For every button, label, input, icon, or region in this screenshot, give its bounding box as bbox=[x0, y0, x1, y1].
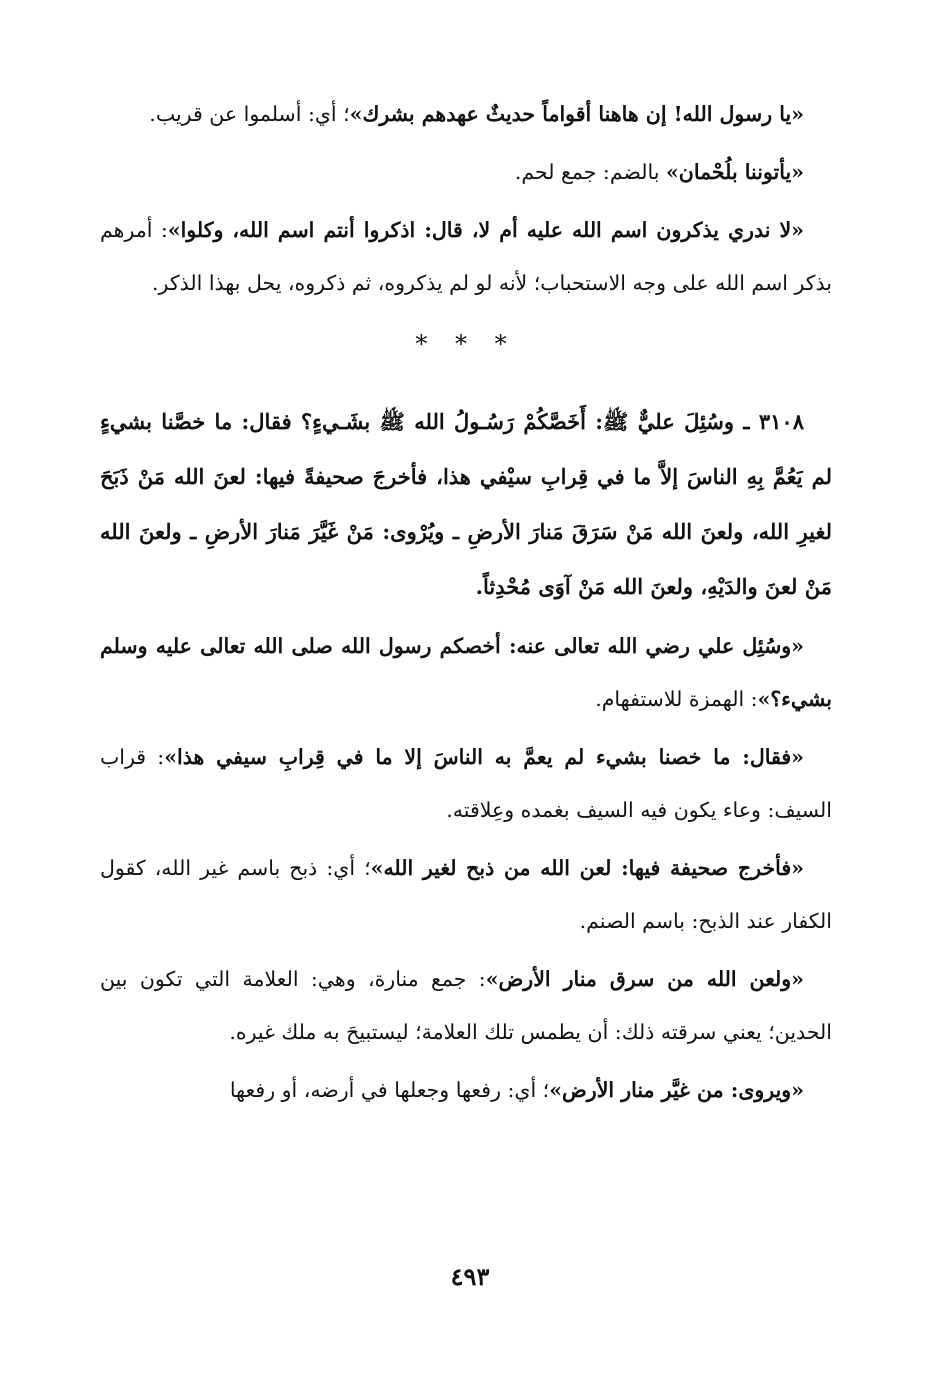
quoted-phrase: «ويروى: من غيَّر منار الأرض» bbox=[549, 1078, 804, 1102]
quoted-phrase: «وسُئِل علي رضي الله تعالى عنه: أخصكم رسول الله صلى الله تعالى عليه وسلم بشيء؟» bbox=[100, 634, 832, 711]
page-number: ٤٩٣ bbox=[450, 1262, 490, 1291]
quoted-phrase: «فأخرج صحيفة فيها: لعن الله من ذبح لغير الله» bbox=[370, 856, 804, 880]
explanation: ؛ أي: رفعها وجعلها في أرضه، أو رفعها bbox=[229, 1078, 550, 1102]
explanation: ؛ أي: ذبح باسم غير الله، كقول الكفار عند الذبح: باسم الصنم. bbox=[100, 856, 832, 933]
explanation: : قراب السيف: وعاء يكون فيه السيف بغمده وعِلاقته. bbox=[100, 745, 832, 822]
paragraph bbox=[100, 146, 832, 199]
commentary-paragraph bbox=[100, 953, 832, 1059]
explanation: بالضم: جمع لحم. bbox=[514, 160, 666, 184]
explanation: : جمع منارة، وهي: العلامة التي تكون بين الحدين؛ يعني سرقته ذلك: أن يطمس تلك العلامة؛ ليستبيحَ به ملك غيره. bbox=[100, 967, 832, 1044]
quoted-phrase: «لا ندري يذكرون اسم الله عليه أم لا، قال: اذكروا أنتم اسم الله، وكلوا» bbox=[167, 218, 804, 242]
quoted-phrase: «فقال: ما خصنا بشيء لم يعمَّ به الناسَ إلا ما في قِرابِ سيفي هذا» bbox=[164, 745, 804, 769]
explanation: ؛ أي: أسلموا عن قريب. bbox=[149, 102, 350, 126]
paragraph bbox=[100, 204, 832, 310]
explanation: : الهمزة للاستفهام. bbox=[595, 687, 758, 711]
page-body bbox=[100, 88, 832, 1122]
commentary-paragraph bbox=[100, 1064, 832, 1117]
quoted-phrase: «يأتوننا بلُحْمان» bbox=[665, 160, 804, 184]
hadith-text: ٣١٠٨ ـ وسُئِلَ عليٌّ ﷺ: أَخَصَّكُمْ رَسُـولُ الله ﷺ بشَـيءٍ؟ فقال: ما خصَّنا بشيءٍ لم يَعُمَّ بِهِ الناسَ إلاَّ ما في قِرابِ سيْفي هذا، فأخرجَ صحيفةً فيها: لعنَ الله مَنْ ذَبَحَ لغيرِ الله، ولعنَ الله مَنْ سَرَقَ مَنارَ الأرضِ ـ ويُرْوى: مَنْ غَيَّرَ مَنارَ الأرضِ ـ ولعنَ الله مَنْ لعنَ والدَيْهِ، ولعنَ الله مَنْ آوَى مُحْدِثاً. bbox=[100, 409, 832, 599]
commentary-paragraph bbox=[100, 842, 832, 948]
quoted-phrase: «ولعن الله من سرق منار الأرض» bbox=[485, 967, 804, 991]
quoted-phrase: «يا رسول الله! إن هاهنا أقواماً حديثٌ عهدهم بشرك» bbox=[349, 102, 804, 126]
paragraph bbox=[100, 88, 832, 141]
section-separator: * * * bbox=[415, 330, 517, 358]
explanation: : أمرهم بذكر اسم الله على وجه الاستحباب؛ لأنه لو لم يذكروه، ثم ذكروه، يحل بهذا الذكر. bbox=[100, 218, 832, 295]
commentary-paragraph bbox=[100, 731, 832, 837]
commentary-paragraph bbox=[100, 620, 832, 726]
